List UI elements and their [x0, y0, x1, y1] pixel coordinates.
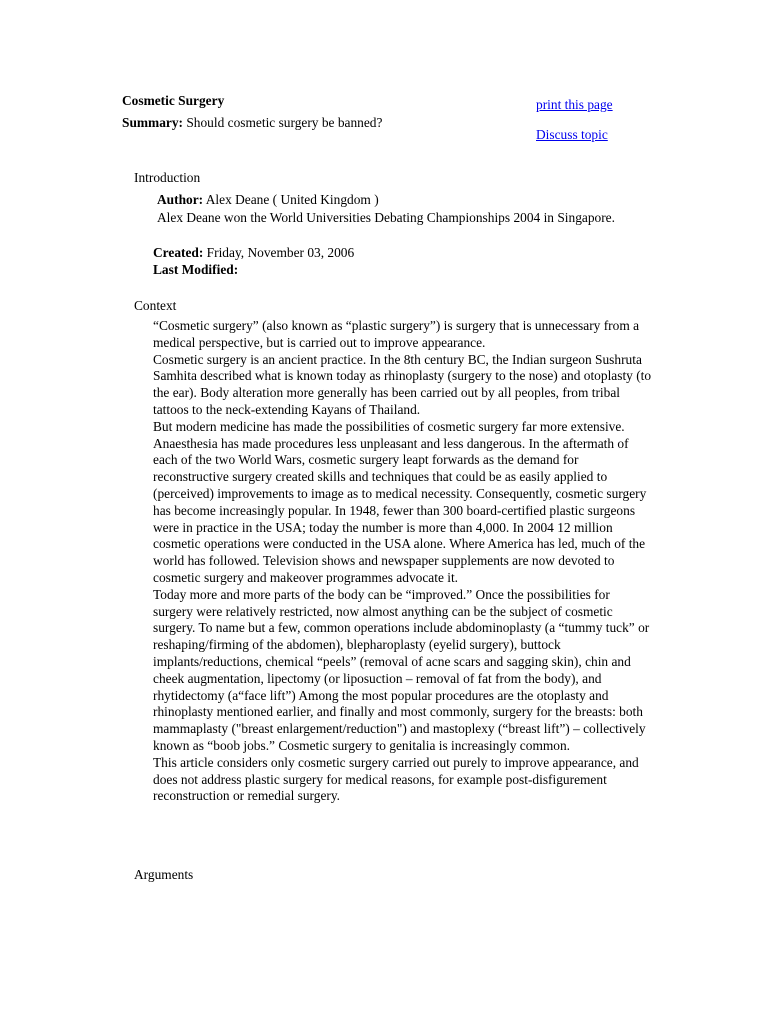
context-heading: Context	[134, 298, 177, 313]
print-page-link[interactable]: print this page	[536, 97, 613, 112]
context-paragraph: “Cosmetic surgery” (also known as “plastic surgery”) is surgery that is unnecessary from a medical perspective, but is carried out to improve appearance.	[153, 318, 640, 350]
author-line	[157, 192, 379, 208]
arguments-heading: Arguments	[134, 867, 194, 882]
summary-text: Should cosmetic surgery be banned?	[183, 115, 383, 130]
context-paragraph: Cosmetic surgery is an ancient practice. In the 8th century BC, the Indian surgeon Sushruta Samhita described what is known today as rhinoplasty (surgery to the nose) and otoplasty (to the ear). Body alteration more generally has been carried out by all peoples, from tribal tattoos to the neck-extending Kayans of Thailand.	[153, 351, 652, 417]
author-label: Author:	[157, 192, 204, 207]
page-title: Cosmetic Surgery	[122, 93, 225, 108]
author-bio: Alex Deane won the World Universities Debating Championships 2004 in Singapore.	[157, 210, 615, 225]
created-value: Friday, November 03, 2006	[203, 245, 355, 260]
summary-line	[122, 115, 382, 131]
context-paragraph: But modern medicine has made the possibilities of cosmetic surgery far more extensive. Anaesthesia has made procedures less unpleasant and less dangerous. In the aftermath of each of the two World Wars, cosmetic surgery leapt forwards as the demand for reconstructive surgery created skills and techniques that could be as easily applied to (perceived) improvements to image as to medical necessity. Consequently, cosmetic surgery has become increasingly popular. In 1948, fewer than 300 board-certified plastic surgeons were in practice in the USA; today the number is more than 4,000. In 2004 12 million cosmetic operations were conducted in the USA alone. Where America has led, much of the world has followed. Television shows and newspaper supplements are now devoted to cosmetic surgery and makeover programmes advocate it.	[153, 418, 647, 585]
discuss-topic-link[interactable]: Discuss topic	[536, 127, 608, 142]
introduction-heading: Introduction	[134, 170, 201, 185]
author-value: Alex Deane ( United Kingdom )	[203, 192, 379, 207]
summary-label: Summary:	[122, 115, 183, 130]
context-paragraph: Today more and more parts of the body can be “improved.” Once the possibilities for surgery were relatively restricted, now almost anything can be the subject of cosmetic surgery. To name but a few, common operations include abdominoplasty (a “tummy tuck” or reshaping/firming of the abdomen), blepharoplasty (eyelid surgery), buttock implants/reductions, chemical “peels” (removal of acne scars and sagging skin), chin and cheek augmentation, lipectomy (or liposuction – removal of fat from the body), and rhytidectomy (a“face lift”) Among the most popular procedures are the otoplasty and rhinoplasty mentioned earlier, and finally and most commonly, surgery for the breasts: both mammaplasty ("breast enlargement/reduction") and mastoplexy (“breast lift”) – collectively known as “boob jobs.” Cosmetic surgery to genitalia is increasingly common.	[153, 586, 650, 753]
last-modified-label: Last Modified:	[153, 262, 239, 277]
created-label: Created:	[153, 245, 204, 260]
created-line	[153, 245, 354, 261]
context-paragraph: This article considers only cosmetic surgery carried out purely to improve appearance, and does not address plastic surgery for medical reasons, for example post-disfigurement reconstruction or remedial surgery.	[153, 754, 639, 804]
context-body	[153, 318, 653, 805]
